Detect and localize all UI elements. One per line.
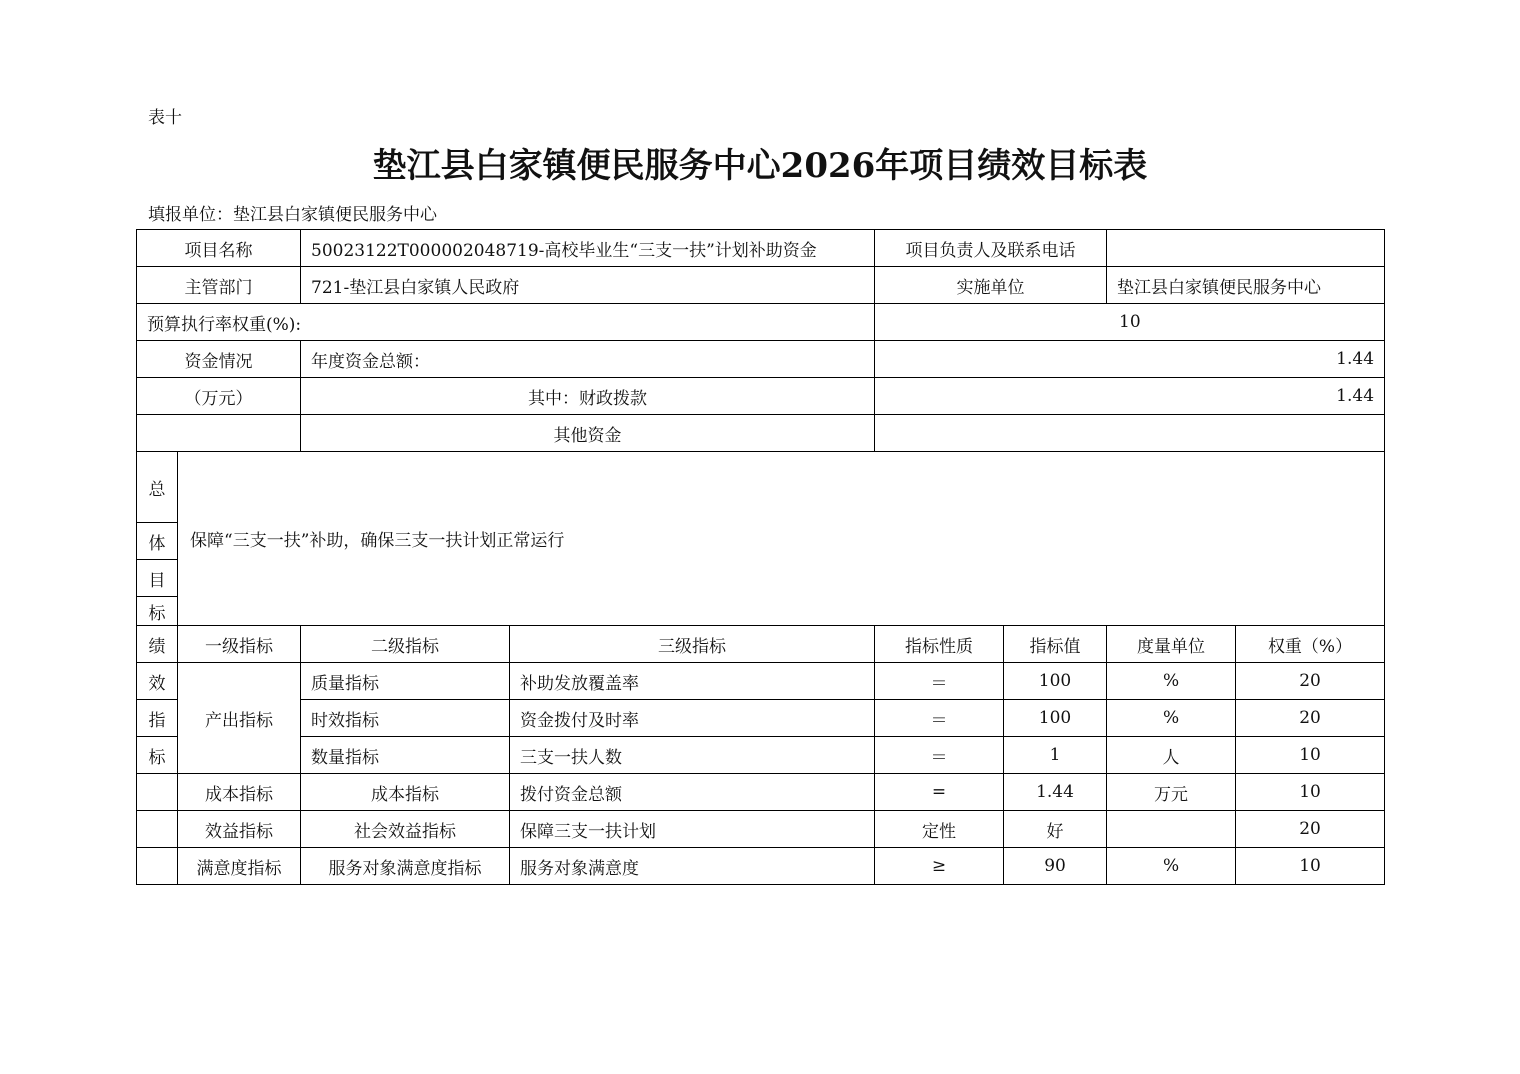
- funds-other-value: [875, 415, 1385, 452]
- indicator-nature: ≥: [875, 848, 1004, 885]
- indicator-level3: 资金拨付及时率: [510, 700, 875, 737]
- indicator-value: 100: [1004, 700, 1107, 737]
- indicator-value: 90: [1004, 848, 1107, 885]
- department-row: [137, 267, 1385, 304]
- indicator-row: [137, 774, 1385, 811]
- indicator-unit: %: [1107, 848, 1236, 885]
- funds-total-row: [137, 341, 1385, 378]
- indicator-weight: 20: [1236, 663, 1385, 700]
- funds-label-line1: 资金情况: [137, 341, 301, 378]
- perf-label-char: 效: [137, 663, 178, 700]
- goal-label-char: 体: [137, 523, 178, 560]
- indicator-level2: 服务对象满意度指标: [301, 848, 510, 885]
- project-name-label: 项目名称: [137, 230, 301, 267]
- indicator-value: 100: [1004, 663, 1107, 700]
- perf-label-char: 标: [137, 737, 178, 774]
- performance-table: [136, 229, 1385, 885]
- indicator-value: 好: [1004, 811, 1107, 848]
- indicator-weight: 20: [1236, 811, 1385, 848]
- perf-label-empty: [137, 774, 178, 811]
- indicator-level1: 满意度指标: [178, 848, 301, 885]
- indicator-nature: 定性: [875, 811, 1004, 848]
- header-unit: 度量单位: [1107, 626, 1236, 663]
- funds-fiscal-row: [137, 378, 1385, 415]
- goal-label-char: 总: [137, 452, 178, 523]
- indicator-level1: 成本指标: [178, 774, 301, 811]
- indicator-weight: 10: [1236, 737, 1385, 774]
- funds-other-label: 其他资金: [301, 415, 875, 452]
- indicator-nature: =: [875, 774, 1004, 811]
- indicator-unit: 万元: [1107, 774, 1236, 811]
- goal-row-1: [137, 452, 1385, 523]
- project-leader-value: [1107, 230, 1385, 267]
- funds-other-empty: [137, 415, 301, 452]
- implementing-unit-value: 垫江县白家镇便民服务中心: [1107, 267, 1385, 304]
- department-value: 721-垫江县白家镇人民政府: [301, 267, 875, 304]
- funds-label-line2: （万元）: [137, 378, 301, 415]
- funds-fiscal-value: 1.44: [875, 378, 1385, 415]
- table-number: 表十: [148, 108, 182, 128]
- indicator-nature: ＝: [875, 700, 1004, 737]
- funds-total-label: 年度资金总额：: [301, 341, 875, 378]
- perf-label-empty: [137, 848, 178, 885]
- indicator-row: [137, 811, 1385, 848]
- budget-rate-row: [137, 304, 1385, 341]
- header-value: 指标值: [1004, 626, 1107, 663]
- indicator-level3: 拨付资金总额: [510, 774, 875, 811]
- department-label: 主管部门: [137, 267, 301, 304]
- header-weight: 权重（%）: [1236, 626, 1385, 663]
- project-name-value: 50023122T000002048719-高校毕业生“三支一扶”计划补助资金: [301, 230, 875, 267]
- goal-text: 保障“三支一扶”补助，确保三支一扶计划正常运行: [178, 452, 1385, 626]
- perf-label-char: 绩: [137, 626, 178, 663]
- indicator-weight: 20: [1236, 700, 1385, 737]
- budget-rate-label: 预算执行率权重(%):: [137, 304, 875, 341]
- indicator-unit: [1107, 811, 1236, 848]
- goal-label-char: 标: [137, 597, 178, 626]
- indicator-level2: 数量指标: [301, 737, 510, 774]
- indicator-level2: 时效指标: [301, 700, 510, 737]
- perf-label-empty: [137, 811, 178, 848]
- indicator-nature: ＝: [875, 737, 1004, 774]
- document-title: 垫江县白家镇便民服务中心2026年项目绩效目标表: [372, 146, 1148, 186]
- indicator-level2: 质量指标: [301, 663, 510, 700]
- indicator-row: [137, 700, 1385, 737]
- header-level3: 三级指标: [510, 626, 875, 663]
- indicator-level2: 社会效益指标: [301, 811, 510, 848]
- filler-unit: 填报单位：垫江县白家镇便民服务中心: [148, 205, 437, 225]
- indicator-level3: 补助发放覆盖率: [510, 663, 875, 700]
- header-nature: 指标性质: [875, 626, 1004, 663]
- budget-rate-value: 10: [875, 304, 1385, 341]
- indicator-row: [137, 663, 1385, 700]
- perf-label-char: 指: [137, 700, 178, 737]
- indicator-unit: 人: [1107, 737, 1236, 774]
- project-leader-label: 项目负责人及联系电话: [875, 230, 1107, 267]
- indicator-nature: ＝: [875, 663, 1004, 700]
- indicator-row: [137, 848, 1385, 885]
- indicator-unit: %: [1107, 663, 1236, 700]
- indicator-level3: 服务对象满意度: [510, 848, 875, 885]
- indicator-level1: 产出指标: [178, 663, 301, 774]
- indicator-weight: 10: [1236, 848, 1385, 885]
- funds-total-value: 1.44: [875, 341, 1385, 378]
- indicator-row: [137, 737, 1385, 774]
- indicator-value: 1: [1004, 737, 1107, 774]
- funds-fiscal-label: 其中：财政拨款: [301, 378, 875, 415]
- funds-other-row: [137, 415, 1385, 452]
- implementing-unit-label: 实施单位: [875, 267, 1107, 304]
- project-name-row: [137, 230, 1385, 267]
- header-level1: 一级指标: [178, 626, 301, 663]
- indicator-level3: 三支一扶人数: [510, 737, 875, 774]
- goal-label-char: 目: [137, 560, 178, 597]
- indicator-unit: %: [1107, 700, 1236, 737]
- indicator-level3: 保障三支一扶计划: [510, 811, 875, 848]
- indicator-header-row: [137, 626, 1385, 663]
- indicator-level2: 成本指标: [301, 774, 510, 811]
- indicator-weight: 10: [1236, 774, 1385, 811]
- indicator-level1: 效益指标: [178, 811, 301, 848]
- indicator-value: 1.44: [1004, 774, 1107, 811]
- header-level2: 二级指标: [301, 626, 510, 663]
